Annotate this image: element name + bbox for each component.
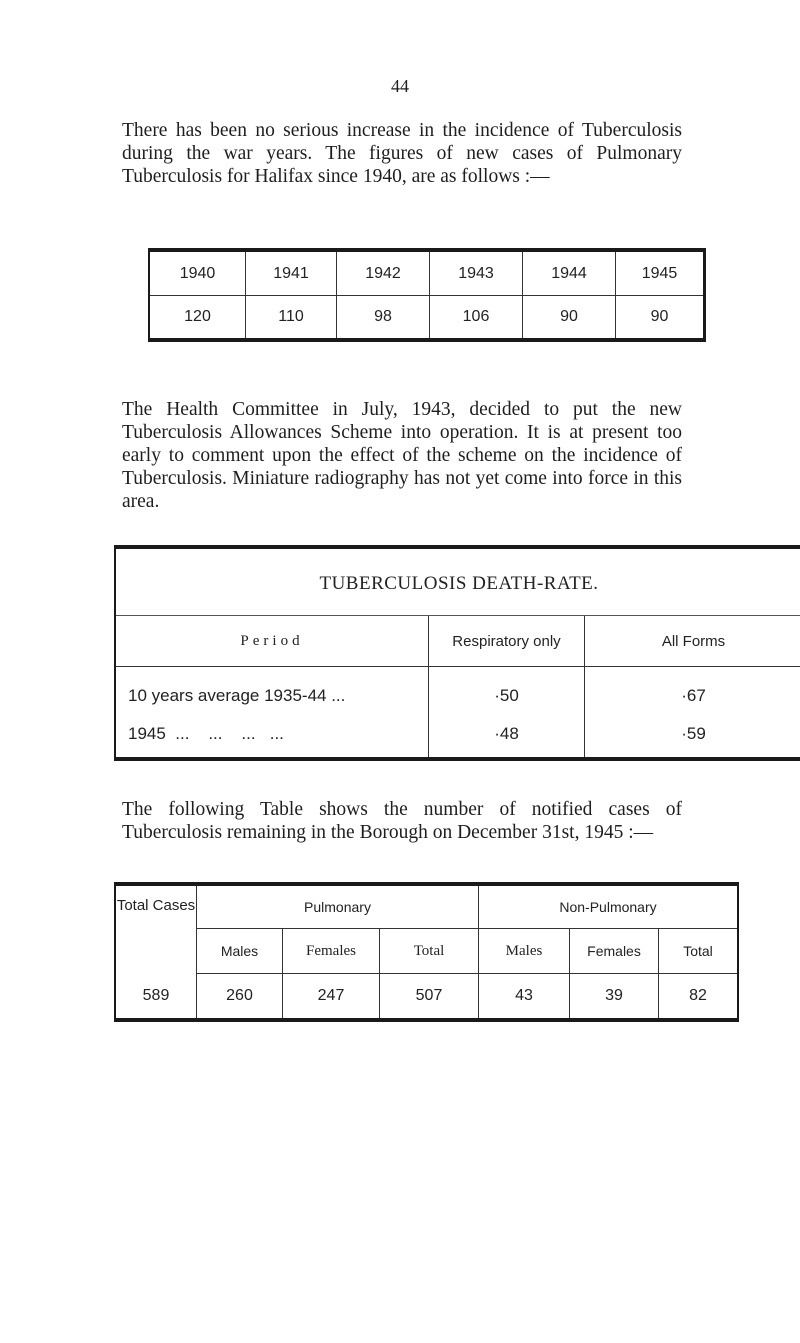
all-forms-header: All Forms [585, 616, 800, 667]
value-cell: 247 [283, 974, 380, 1021]
death-rate-header-row [115, 616, 800, 667]
cases-cell: 106 [430, 296, 523, 341]
year-cell: 1942 [337, 250, 430, 296]
sub-header-cell: Females [570, 929, 659, 974]
cases-row [149, 296, 705, 341]
value-cell: 507 [380, 974, 479, 1021]
respiratory-cell: ·48 [429, 717, 585, 759]
respiratory-header: Respiratory only [429, 616, 585, 667]
cases-cell: 90 [616, 296, 705, 341]
notified-paragraph: The following Table shows the number of notified cases of Tuberculosis remaining in the Borough on December 31st, 1945 :— [122, 799, 682, 843]
scheme-paragraph: The Health Committee in July, 1943, decided to put the new Tuberculosis Allowances Scheme into operation. It is at present too early to comment upon the effect of the scheme on the incidence of Tuberculosis. Miniature radiography has not yet come into force in this area. [122, 399, 682, 512]
sub-header-cell: Total [659, 929, 739, 974]
value-cell: 43 [479, 974, 570, 1021]
table-row [115, 667, 800, 718]
new-cases-table [148, 248, 706, 342]
value-cell: 82 [659, 974, 739, 1021]
all-forms-cell: ·67 [585, 667, 800, 718]
group-header-row [115, 884, 738, 929]
total-cases-cell: 589 [142, 986, 170, 1004]
period-cell: 1945 ... ... ... ... [128, 724, 284, 743]
respiratory-cell: ·50 [429, 667, 585, 718]
cases-cell: 98 [337, 296, 430, 341]
cases-cell: 120 [184, 308, 211, 325]
sub-header-row [115, 929, 738, 974]
cases-cell: 90 [523, 296, 616, 341]
sub-header-cell: Males [197, 929, 283, 974]
period-cell: 10 years average 1935-44 ... [128, 686, 346, 705]
pulmonary-header: Pulmonary [197, 884, 479, 929]
table-row [115, 717, 800, 759]
year-cell: 1943 [430, 250, 523, 296]
page-number: 44 [391, 76, 409, 96]
year-cell: 1945 [616, 250, 705, 296]
total-cases-header: Total Cases [116, 897, 196, 914]
years-row [149, 250, 705, 296]
sub-header-cell: Females [283, 929, 380, 974]
intro-paragraph: There has been no serious increase in the incidence of Tuberculosis during the war years. The figures of new cases of Pulmonary Tuberculosis for Halifax since 1940, are as follows :— [122, 120, 682, 187]
all-forms-cell: ·59 [585, 717, 800, 759]
value-cell: 260 [197, 974, 283, 1021]
year-cell: 1941 [246, 250, 337, 296]
non-pulmonary-header: Non-Pulmonary [479, 884, 739, 929]
death-rate-table [114, 545, 800, 761]
values-row [115, 974, 738, 1021]
period-header: Period [115, 616, 429, 667]
sub-header-cell: Males [479, 929, 570, 974]
year-cell: 1944 [523, 250, 616, 296]
value-cell: 39 [570, 974, 659, 1021]
sub-header-cell: Total [380, 929, 479, 974]
cases-cell: 110 [246, 296, 337, 341]
notified-cases-table [114, 882, 739, 1022]
death-rate-title: TUBERCULOSIS DEATH-RATE. [115, 547, 800, 616]
year-cell: 1940 [149, 250, 246, 296]
